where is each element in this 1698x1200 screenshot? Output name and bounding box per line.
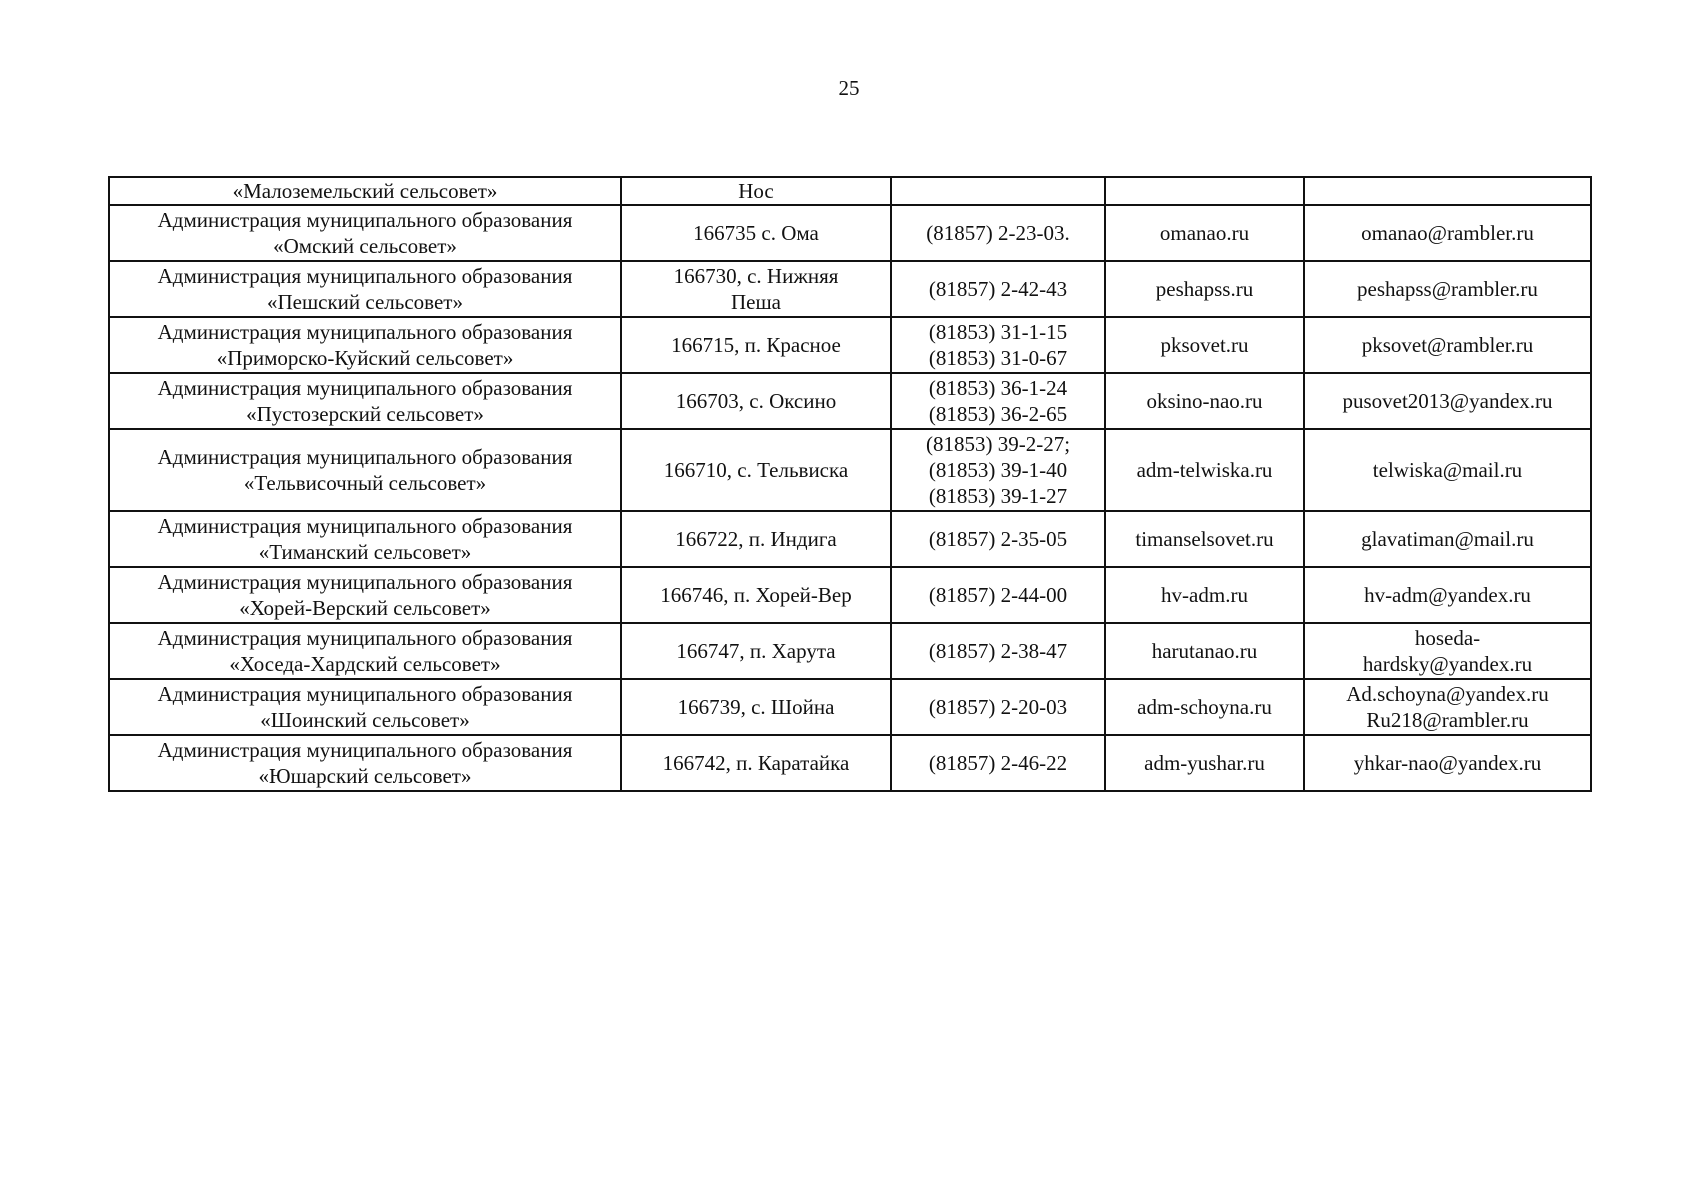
address-cell	[621, 567, 891, 623]
phone-cell	[891, 317, 1105, 373]
email-line: glavatiman@mail.ru	[1361, 527, 1534, 551]
address-line: 166730, с. Нижняя	[673, 264, 839, 288]
email-cell	[1304, 317, 1591, 373]
phone-line: (81857) 2-42-43	[928, 277, 1068, 301]
organization-name-line: «Тиманский сельсовет»	[258, 540, 472, 564]
phone-cell	[891, 429, 1105, 511]
website-text: adm-schoyna.ru	[1137, 695, 1272, 719]
address-line: 166746, п. Хорей-Вер	[660, 583, 852, 607]
address-line: Пеша	[731, 290, 781, 314]
address-cell	[621, 177, 891, 205]
phone-line: (81853) 31-0-67	[928, 346, 1068, 370]
table-row	[109, 373, 1591, 429]
phone-cell	[891, 177, 1105, 205]
email-line: pksovet@rambler.ru	[1361, 333, 1534, 357]
website-text: omanao.ru	[1159, 221, 1250, 245]
website-cell	[1105, 317, 1304, 373]
phone-cell	[891, 261, 1105, 317]
address-line: 166722, п. Индига	[675, 527, 837, 551]
website-cell	[1105, 623, 1304, 679]
organization-name-line: Администрация муниципального образования	[157, 738, 573, 762]
address-cell	[621, 261, 891, 317]
table-row	[109, 567, 1591, 623]
website-cell	[1105, 735, 1304, 791]
address-line: Нос	[738, 179, 774, 203]
website-cell	[1105, 511, 1304, 567]
organization-name-line: «Хоседа-Хардский сельсовет»	[229, 652, 501, 676]
organization-name-line: Администрация муниципального образования	[157, 320, 573, 344]
phone-line: (81857) 2-35-05	[928, 527, 1068, 551]
phone-line: (81857) 2-44-00	[928, 583, 1068, 607]
address-line: 166747, п. Харута	[676, 639, 836, 663]
email-cell	[1304, 205, 1591, 261]
phone-cell	[891, 205, 1105, 261]
address-line: 166715, п. Красное	[671, 333, 841, 357]
email-line: peshapss@rambler.ru	[1357, 277, 1538, 301]
website-text: timanselsovet.ru	[1135, 527, 1274, 551]
table-row	[109, 177, 1591, 205]
email-line: Ru218@rambler.ru	[1366, 708, 1529, 732]
phone-line: (81853) 39-2-27;	[925, 432, 1071, 456]
contacts-table	[108, 176, 1592, 792]
table-row	[109, 735, 1591, 791]
organization-name-line: Администрация муниципального образования	[157, 208, 573, 232]
address-line: 166735 с. Ома	[693, 221, 819, 245]
organization-name-line: «Пустозерский сельсовет»	[246, 402, 484, 426]
organization-name-cell	[109, 623, 621, 679]
phone-cell	[891, 679, 1105, 735]
contacts-table-body	[109, 177, 1591, 791]
website-cell	[1105, 261, 1304, 317]
organization-name-cell	[109, 735, 621, 791]
email-line: pusovet2013@yandex.ru	[1342, 389, 1553, 413]
email-cell	[1304, 679, 1591, 735]
email-cell	[1304, 373, 1591, 429]
email-cell	[1304, 567, 1591, 623]
email-line: Ad.schoyna@yandex.ru	[1346, 682, 1549, 706]
email-line: hardsky@yandex.ru	[1362, 652, 1533, 676]
table-row	[109, 623, 1591, 679]
address-cell	[621, 373, 891, 429]
phone-line: (81857) 2-23-03.	[926, 221, 1070, 245]
organization-name-line: Администрация муниципального образования	[157, 570, 573, 594]
organization-name-cell	[109, 567, 621, 623]
organization-name-cell	[109, 679, 621, 735]
website-text: adm-yushar.ru	[1144, 751, 1265, 775]
page-number: 25	[838, 76, 860, 100]
email-cell	[1304, 261, 1591, 317]
address-line: 166710, с. Тельвиска	[663, 458, 849, 482]
organization-name-line: «Шоинский сельсовет»	[260, 708, 470, 732]
phone-cell	[891, 511, 1105, 567]
website-text: harutanao.ru	[1151, 639, 1258, 663]
website-text: oksino-nao.ru	[1146, 389, 1263, 413]
website-text: pksovet.ru	[1160, 333, 1249, 357]
address-cell	[621, 735, 891, 791]
organization-name-line: «Малоземельский сельсовет»	[232, 179, 498, 203]
organization-name-cell	[109, 317, 621, 373]
address-line: 166703, с. Оксино	[675, 389, 837, 413]
phone-cell	[891, 623, 1105, 679]
table-row	[109, 679, 1591, 735]
phone-line: (81857) 2-38-47	[928, 639, 1068, 663]
email-line: hv-adm@yandex.ru	[1364, 583, 1531, 607]
organization-name-line: Администрация муниципального образования	[157, 682, 573, 706]
phone-line: (81853) 36-1-24	[928, 376, 1068, 400]
organization-name-line: Администрация муниципального образования	[157, 376, 573, 400]
organization-name-cell	[109, 261, 621, 317]
website-text: adm-telwiska.ru	[1136, 458, 1273, 482]
organization-name-cell	[109, 511, 621, 567]
address-cell	[621, 205, 891, 261]
address-cell	[621, 679, 891, 735]
email-cell	[1304, 177, 1591, 205]
table-row	[109, 511, 1591, 567]
address-cell	[621, 317, 891, 373]
phone-cell	[891, 373, 1105, 429]
email-cell	[1304, 623, 1591, 679]
phone-line: (81857) 2-46-22	[928, 751, 1068, 775]
organization-name-line: «Хорей-Верский сельсовет»	[239, 596, 491, 620]
email-cell	[1304, 429, 1591, 511]
organization-name-line: «Юшарский сельсовет»	[258, 764, 472, 788]
email-line: omanao@rambler.ru	[1361, 221, 1534, 245]
organization-name-line: Администрация муниципального образования	[157, 445, 573, 469]
website-cell	[1105, 429, 1304, 511]
website-cell	[1105, 177, 1304, 205]
phone-line: (81853) 39-1-40	[928, 458, 1068, 482]
website-cell	[1105, 205, 1304, 261]
website-text: peshapss.ru	[1155, 277, 1254, 301]
organization-name-line: «Пешский сельсовет»	[267, 290, 463, 314]
email-line: hoseda-	[1414, 626, 1481, 650]
phone-cell	[891, 735, 1105, 791]
organization-name-cell	[109, 429, 621, 511]
table-row	[109, 261, 1591, 317]
organization-name-line: «Приморско-Куйский сельсовет»	[216, 346, 514, 370]
phone-cell	[891, 567, 1105, 623]
organization-name-cell	[109, 205, 621, 261]
email-line: yhkar-nao@yandex.ru	[1353, 751, 1542, 775]
address-cell	[621, 511, 891, 567]
website-text: hv-adm.ru	[1161, 583, 1248, 607]
website-cell	[1105, 567, 1304, 623]
address-cell	[621, 429, 891, 511]
address-line: 166739, с. Шойна	[677, 695, 835, 719]
email-line: telwiska@mail.ru	[1372, 458, 1523, 482]
phone-line: (81857) 2-20-03	[928, 695, 1068, 719]
organization-name-cell	[109, 373, 621, 429]
email-cell	[1304, 735, 1591, 791]
organization-name-line: «Омский сельсовет»	[273, 234, 457, 258]
organization-name-line: «Тельвисочный сельсовет»	[243, 471, 487, 495]
organization-name-cell	[109, 177, 621, 205]
address-cell	[621, 623, 891, 679]
table-row	[109, 317, 1591, 373]
organization-name-line: Администрация муниципального образования	[157, 626, 573, 650]
website-cell	[1105, 679, 1304, 735]
phone-line: (81853) 31-1-15	[928, 320, 1068, 344]
address-line: 166742, п. Каратайка	[662, 751, 850, 775]
table-row	[109, 429, 1591, 511]
phone-line: (81853) 39-1-27	[928, 484, 1068, 508]
email-cell	[1304, 511, 1591, 567]
table-row	[109, 205, 1591, 261]
phone-line: (81853) 36-2-65	[928, 402, 1068, 426]
organization-name-line: Администрация муниципального образования	[157, 514, 573, 538]
organization-name-line: Администрация муниципального образования	[157, 264, 573, 288]
website-cell	[1105, 373, 1304, 429]
